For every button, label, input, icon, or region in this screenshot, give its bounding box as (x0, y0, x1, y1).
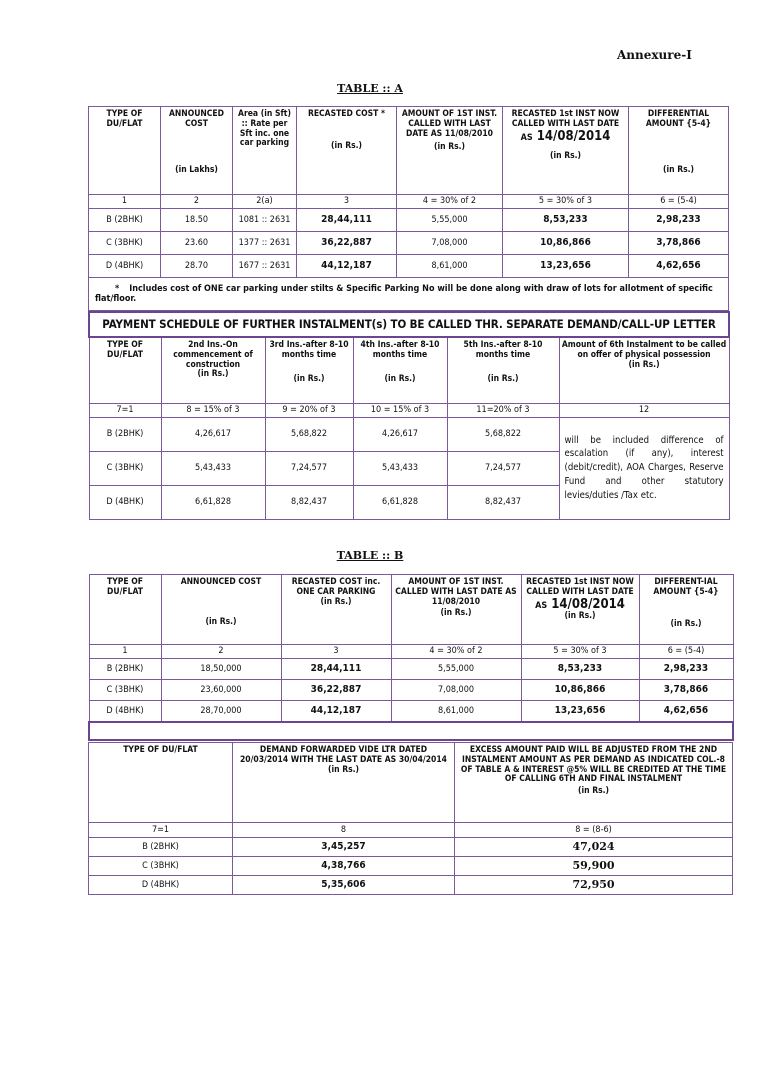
payment-schedule-title-row (89, 312, 729, 337)
cell-type: D (4BHK) (89, 876, 233, 895)
table-a-header-row (89, 107, 729, 195)
index-cell: 6 = (5-4) (629, 195, 729, 209)
cell-recast: 36,22,887 (297, 232, 397, 255)
table-a-note-row (89, 278, 729, 311)
cell-announced: 23,60,000 (161, 680, 281, 701)
cell-recast-first: 8,53,233 (521, 659, 639, 680)
cell-ins2: 4,26,617 (161, 417, 265, 451)
cell-ins5: 5,68,822 (447, 417, 559, 451)
cell-ins4: 4,26,617 (353, 417, 447, 451)
cell-type: B (2BHK) (89, 659, 161, 680)
cell-type: D (4BHK) (89, 701, 161, 722)
header-area: Area (in Sft) :: Rate per Sft inc. one car parking (233, 107, 297, 195)
table-row (89, 659, 733, 680)
cell-ins4: 6,61,828 (353, 485, 447, 519)
cell-first-inst: 7,08,000 (391, 680, 521, 701)
index-cell: 8 (233, 823, 455, 838)
cell-recast-first: 13,23,656 (521, 701, 639, 722)
header-announced-cost: ANNOUNCED COST (in Rs.) (161, 575, 281, 645)
index-cell: 5 = 30% of 3 (503, 195, 629, 209)
header-ins5: 5th Ins.-after 8-10 months time (in Rs.) (447, 337, 559, 403)
index-cell: 2(a) (233, 195, 297, 209)
header-type: TYPE OF DU/FLAT (89, 743, 233, 823)
cell-recast: 28,44,111 (297, 209, 397, 232)
cell-differential: 3,78,866 (629, 232, 729, 255)
index-cell: 1 (89, 195, 161, 209)
table-row (89, 232, 729, 255)
cell-announced: 18,50,000 (161, 659, 281, 680)
cell-type: B (2BHK) (89, 417, 161, 451)
cell-area: 1677 :: 2631 (233, 255, 297, 278)
index-cell: 8 = (8-6) (455, 823, 733, 838)
index-cell: 2 (161, 195, 233, 209)
table-row (89, 680, 733, 701)
index-cell: 7=1 (89, 403, 161, 417)
cell-first-inst: 8,61,000 (391, 701, 521, 722)
cell-ins2: 5,43,433 (161, 451, 265, 485)
index-cell: 9 = 20% of 3 (265, 403, 353, 417)
table-b-title: TABLE :: B (336, 549, 404, 562)
header-recast-first-instalment: RECASTED 1st INST NOW CALLED WITH LAST DATE AS 14/08/2014 (in Rs.) (503, 107, 629, 195)
header-recast-first-instalment: RECASTED 1st INST NOW CALLED WITH LAST DATE AS 14/08/2014 (in Rs.) (521, 575, 639, 645)
cell-differential: 3,78,866 (639, 680, 733, 701)
cell-type: C (3BHK) (89, 232, 161, 255)
cell-ins2: 6,61,828 (161, 485, 265, 519)
cell-demand: 4,38,766 (233, 857, 455, 876)
cell-type: C (3BHK) (89, 680, 161, 701)
cell-recast-first: 10,86,866 (503, 232, 629, 255)
cell-type: D (4BHK) (89, 255, 161, 278)
cell-recast-first: 8,53,233 (503, 209, 629, 232)
cell-recast-first: 10,86,866 (521, 680, 639, 701)
index-cell: 4 = 30% of 2 (397, 195, 503, 209)
cell-type: B (2BHK) (89, 209, 161, 232)
cell-demand: 5,35,606 (233, 876, 455, 895)
payment-header-row (89, 337, 729, 403)
cell-area: 1081 :: 2631 (233, 209, 297, 232)
cell-ins5: 8,82,437 (447, 485, 559, 519)
cell-announced: 28.70 (161, 255, 233, 278)
index-cell: 1 (89, 645, 161, 659)
cell-type: C (3BHK) (89, 857, 233, 876)
cell-ins3: 5,68,822 (265, 417, 353, 451)
header-differential: DIFFERENT-IAL AMOUNT {5-4} (in Rs.) (639, 575, 733, 645)
cell-announced: 28,70,000 (161, 701, 281, 722)
cell-first-inst: 7,08,000 (397, 232, 503, 255)
cell-ins3: 8,82,437 (265, 485, 353, 519)
table-b (88, 574, 734, 741)
cell-differential: 2,98,233 (639, 659, 733, 680)
header-first-instalment: AMOUNT OF 1ST INST. CALLED WITH LAST DATE AS 11/08/2010 (in Rs.) (391, 575, 521, 645)
header-differential: DIFFERENTIAL AMOUNT {5-4} (in Rs.) (629, 107, 729, 195)
header-recast-cost: RECASTED COST inc. ONE CAR PARKING (in Rs.) (281, 575, 391, 645)
header-excess: EXCESS AMOUNT PAID WILL BE ADJUSTED FROM THE 2ND INSTALMENT AMOUNT AS PER DEMAND AS INDICATED COL.-8 OF TABLE A & INTEREST @5% WILL BE CREDITED AT THE TIME OF CALLING 6TH AND FINAL INSTALMENT (in Rs.) (455, 743, 733, 823)
table-a (88, 106, 729, 311)
payment-index-row (89, 403, 729, 417)
cell-first-inst: 8,61,000 (397, 255, 503, 278)
annexure-label: Annexure-I (617, 48, 692, 62)
cell-announced: 23.60 (161, 232, 233, 255)
spacer-cell (89, 722, 733, 740)
cell-first-inst: 5,55,000 (397, 209, 503, 232)
header-announced-cost: ANNOUNCED COST (in Lakhs) (161, 107, 233, 195)
header-ins6: Amount of 6th Instalment to be called on offer of physical possession (in Rs.) (559, 337, 729, 403)
table-b-header-row (89, 575, 733, 645)
header-ins3: 3rd Ins.-after 8-10 months time (in Rs.) (265, 337, 353, 403)
cell-ins3: 7,24,577 (265, 451, 353, 485)
cell-differential: 4,62,656 (639, 701, 733, 722)
index-cell: 8 = 15% of 3 (161, 403, 265, 417)
table-a-index-row (89, 195, 729, 209)
table-c-header-row (89, 743, 733, 823)
table-row (89, 417, 729, 451)
header-type: TYPE OF DU/FLAT (89, 107, 161, 195)
index-cell: 6 = (5-4) (639, 645, 733, 659)
cell-ins5: 7,24,577 (447, 451, 559, 485)
cell-ins6-note: will be included difference of escalation (if any), interest (debit/credit), AOA Charges, Reserve Fund and other statutory levies/duties /Tax etc. (559, 417, 729, 519)
cell-first-inst: 5,55,000 (391, 659, 521, 680)
header-recast-cost: RECASTED COST * (in Rs.) (297, 107, 397, 195)
index-cell: 3 (297, 195, 397, 209)
index-cell: 10 = 15% of 3 (353, 403, 447, 417)
header-ins4: 4th Ins.-after 8-10 months time (in Rs.) (353, 337, 447, 403)
cell-recast: 28,44,111 (281, 659, 391, 680)
header-ins2: 2nd Ins.-On commencement of construction (in Rs.) (161, 337, 265, 403)
cell-differential: 4,62,656 (629, 255, 729, 278)
table-b-index-row (89, 645, 733, 659)
header-demand: DEMAND FORWARDED VIDE LTR DATED 20/03/2014 WITH THE LAST DATE AS 30/04/2014 (in Rs.) (233, 743, 455, 823)
table-c (88, 742, 733, 895)
cell-excess: 47,024 (455, 838, 733, 857)
header-first-instalment: AMOUNT OF 1ST INST. CALLED WITH LAST DATE AS 11/08/2010 (in Rs.) (397, 107, 503, 195)
cell-type: D (4BHK) (89, 485, 161, 519)
cell-recast: 44,12,187 (281, 701, 391, 722)
index-cell: 12 (559, 403, 729, 417)
cell-type: B (2BHK) (89, 838, 233, 857)
cell-excess: 72,950 (455, 876, 733, 895)
cell-type: C (3BHK) (89, 451, 161, 485)
table-row (89, 255, 729, 278)
cell-ins4: 5,43,433 (353, 451, 447, 485)
table-row (89, 876, 733, 895)
table-c-index-row (89, 823, 733, 838)
index-cell: 5 = 30% of 3 (521, 645, 639, 659)
index-cell: 4 = 30% of 2 (391, 645, 521, 659)
index-cell: 7=1 (89, 823, 233, 838)
header-type: TYPE OF DU/FLAT (89, 337, 161, 403)
table-row (89, 838, 733, 857)
payment-schedule-table (88, 311, 730, 520)
index-cell: 2 (161, 645, 281, 659)
cell-recast-first: 13,23,656 (503, 255, 629, 278)
header-type: TYPE OF DU/FLAT (89, 575, 161, 645)
table-row (89, 857, 733, 876)
cell-recast: 44,12,187 (297, 255, 397, 278)
cell-area: 1377 :: 2631 (233, 232, 297, 255)
payment-schedule-title: PAYMENT SCHEDULE OF FURTHER INSTALMENT(s) TO BE CALLED THR. SEPARATE DEMAND/CALL-UP LETTER (89, 312, 729, 337)
table-a-title: TABLE :: A (337, 82, 403, 95)
cell-announced: 18.50 (161, 209, 233, 232)
cell-excess: 59,900 (455, 857, 733, 876)
table-b-spacer-row (89, 722, 733, 740)
index-cell: 3 (281, 645, 391, 659)
cell-demand: 3,45,257 (233, 838, 455, 857)
index-cell: 11=20% of 3 (447, 403, 559, 417)
cell-recast: 36,22,887 (281, 680, 391, 701)
table-row (89, 701, 733, 722)
table-a-note: * Includes cost of ONE car parking under stilts & Specific Parking No will be done along with draw of lots for allotment of specific flat/floor. (89, 278, 729, 311)
table-row (89, 209, 729, 232)
cell-differential: 2,98,233 (629, 209, 729, 232)
